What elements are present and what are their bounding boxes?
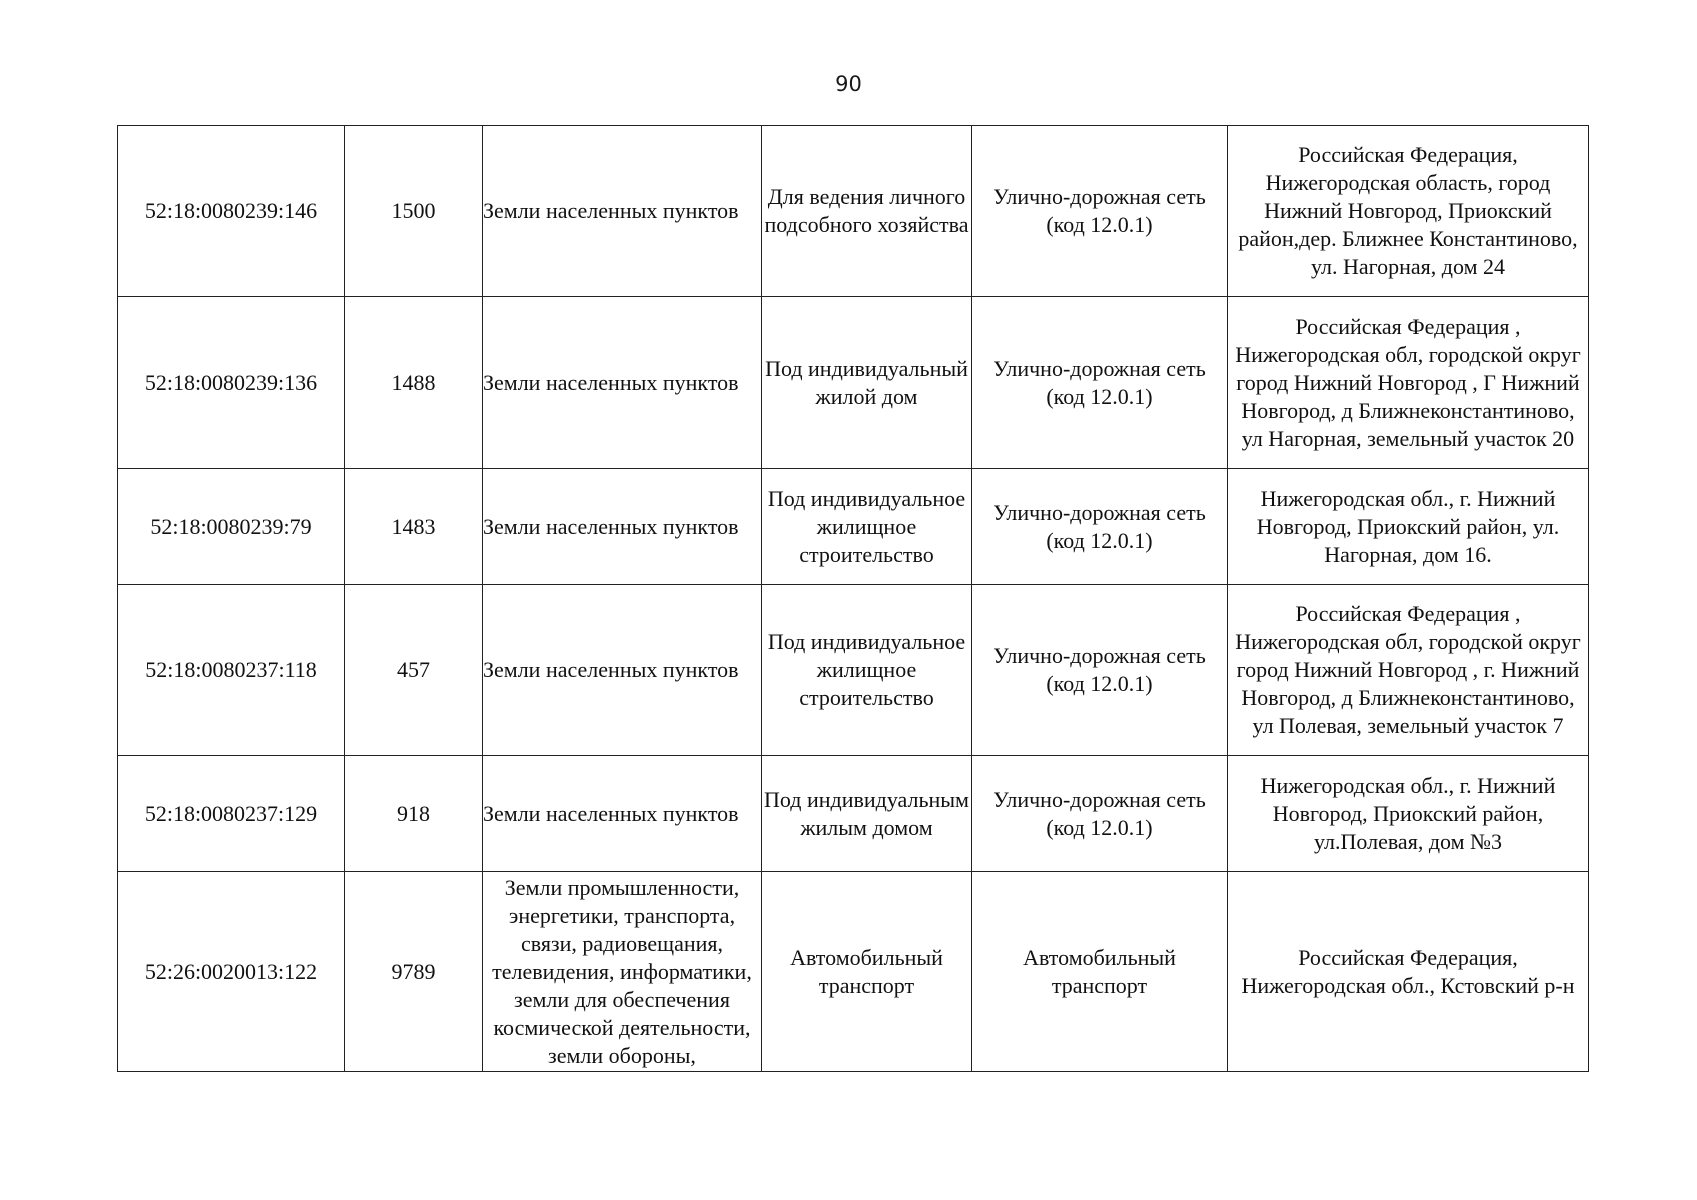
cadastral-number-cell: 52:18:0080239:146	[118, 126, 345, 297]
cadastral-number-cell: 52:18:0080239:136	[118, 297, 345, 469]
new-use-cell: Улично-дорожная сеть (код 12.0.1)	[972, 469, 1228, 585]
address-cell: Российская Федерация, Нижегородская область, город Нижний Новгород, Приокский район,дер. Ближнее Константиново, ул. Нагорная, дом 24	[1228, 126, 1589, 297]
cadastral-number-cell: 52:18:0080237:129	[118, 756, 345, 872]
address-cell: Российская Федерация, Нижегородская обл., Кстовский р-н	[1228, 872, 1589, 1072]
address-cell: Российская Федерация , Нижегородская обл, городской округ город Нижний Новгород , г. Нижний Новгород, д Ближнеконстантиново, ул Полевая, земельный участок 7	[1228, 585, 1589, 756]
table-row	[118, 585, 1589, 756]
page-number: 90	[835, 72, 862, 96]
permitted-use-cell: Под индивидуальный жилой дом	[762, 297, 972, 469]
new-use-cell: Улично-дорожная сеть (код 12.0.1)	[972, 297, 1228, 469]
permitted-use-cell: Под индивидуальное жилищное строительство	[762, 585, 972, 756]
land-category-cell: Земли населенных пунктов	[483, 126, 762, 297]
table-row	[118, 126, 1589, 297]
table-row	[118, 469, 1589, 585]
cadastral-number-cell: 52:18:0080237:118	[118, 585, 345, 756]
address-cell: Нижегородская обл., г. Нижний Новгород, Приокский район, ул.Полевая, дом №3	[1228, 756, 1589, 872]
table-row	[118, 872, 1589, 1072]
area-cell: 9789	[345, 872, 483, 1072]
land-category-cell: Земли населенных пунктов	[483, 297, 762, 469]
table-row	[118, 297, 1589, 469]
permitted-use-cell: Под индивидуальным жилым домом	[762, 756, 972, 872]
table-row	[118, 756, 1589, 872]
area-cell: 457	[345, 585, 483, 756]
permitted-use-cell: Автомобильный транспорт	[762, 872, 972, 1072]
new-use-cell: Улично-дорожная сеть (код 12.0.1)	[972, 756, 1228, 872]
area-cell: 1500	[345, 126, 483, 297]
cadastral-number-cell: 52:18:0080239:79	[118, 469, 345, 585]
cadastral-number-cell: 52:26:0020013:122	[118, 872, 345, 1072]
permitted-use-cell: Под индивидуальное жилищное строительство	[762, 469, 972, 585]
land-category-cell: Земли населенных пунктов	[483, 756, 762, 872]
new-use-cell: Улично-дорожная сеть (код 12.0.1)	[972, 585, 1228, 756]
land-plots-table	[117, 125, 1589, 1072]
permitted-use-cell: Для ведения личного подсобного хозяйства	[762, 126, 972, 297]
address-cell: Нижегородская обл., г. Нижний Новгород, Приокский район, ул. Нагорная, дом 16.	[1228, 469, 1589, 585]
land-category-cell: Земли промышленности, энергетики, транспорта, связи, радиовещания, телевидения, информатики, земли для обеспечения космической деятельности, земли обороны,	[483, 872, 762, 1072]
land-category-cell: Земли населенных пунктов	[483, 469, 762, 585]
area-cell: 918	[345, 756, 483, 872]
new-use-cell: Улично-дорожная сеть (код 12.0.1)	[972, 126, 1228, 297]
area-cell: 1483	[345, 469, 483, 585]
address-cell: Российская Федерация , Нижегородская обл, городской округ город Нижний Новгород , Г Нижний Новгород, д Ближнеконстантиново, ул Нагорная, земельный участок 20	[1228, 297, 1589, 469]
new-use-cell: Автомобильный транспорт	[972, 872, 1228, 1072]
area-cell: 1488	[345, 297, 483, 469]
land-category-cell: Земли населенных пунктов	[483, 585, 762, 756]
